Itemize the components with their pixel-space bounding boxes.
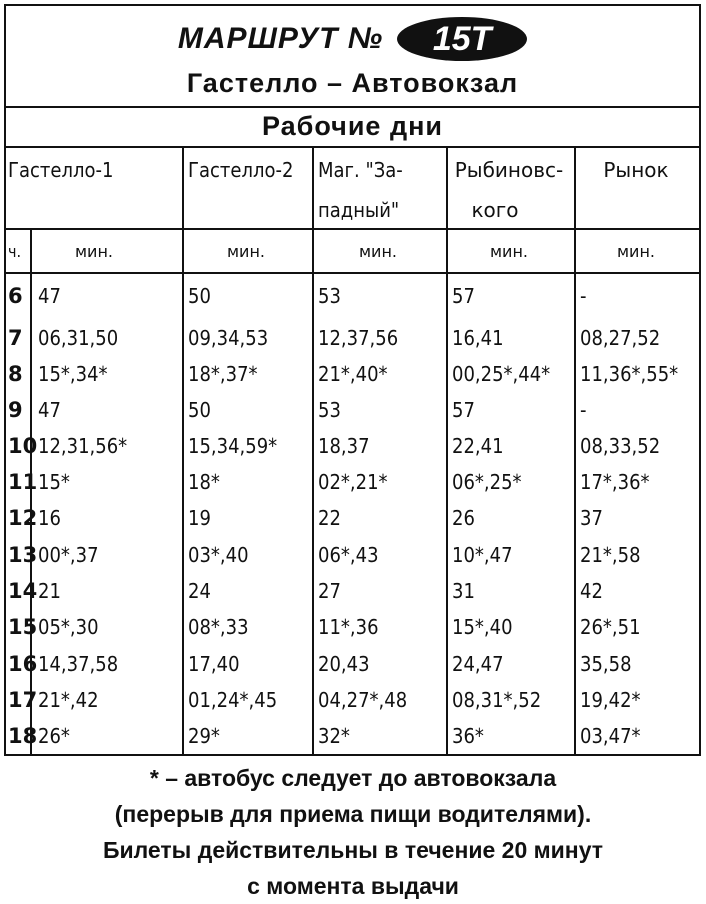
minutes-cell: 10*,47 — [452, 543, 513, 567]
minutes-cell: 21*,40* — [318, 362, 388, 386]
minutes-cell: 36* — [452, 724, 484, 748]
stop-name: Гастелло-2 — [188, 158, 294, 182]
divider — [6, 228, 699, 230]
hour-label: 8 — [8, 362, 23, 386]
divider — [6, 146, 699, 148]
hour-label: 16 — [8, 652, 38, 676]
route-number-badge: 15Т — [397, 17, 527, 61]
minutes-cell: 08,31*,52 — [452, 688, 542, 712]
route-direction: Гастелло – Автовокзал — [186, 68, 519, 98]
minutes-cell: 00,25*,44* — [452, 362, 551, 386]
footnote-line: * – автобус следует до автовокзала — [149, 765, 557, 791]
minutes-cell: 16,41 — [452, 326, 504, 350]
minutes-cell: 21*,42 — [38, 688, 99, 712]
column-divider — [446, 146, 448, 754]
minutes-cell: 08,27,52 — [580, 326, 661, 350]
minutes-cell: 21 — [38, 579, 61, 603]
minutes-cell: 15*,34* — [38, 362, 108, 386]
minutes-cell: - — [580, 284, 587, 308]
stop-name: Рыбиновс- — [454, 158, 564, 182]
minutes-cell: 09,34,53 — [188, 326, 269, 350]
hour-label: 13 — [8, 543, 38, 567]
hour-label: 7 — [8, 326, 23, 350]
minutes-cell: 20,43 — [318, 652, 370, 676]
minutes-cell: 24 — [188, 579, 211, 603]
title-row — [6, 14, 699, 64]
minutes-cell: 22 — [318, 506, 341, 530]
minute-header: мин. — [358, 242, 397, 261]
minutes-cell: 05*,30 — [38, 615, 99, 639]
minutes-cell: 26* — [38, 724, 70, 748]
minutes-cell: 53 — [318, 398, 341, 422]
minutes-cell: 18*,37* — [188, 362, 258, 386]
minutes-cell: 11,36*,55* — [580, 362, 679, 386]
minutes-cell: 02*,21* — [318, 470, 388, 494]
minutes-cell: 50 — [188, 284, 211, 308]
minutes-cell: 29* — [188, 724, 220, 748]
minutes-cell: 22,41 — [452, 434, 504, 458]
minutes-cell: 08*,33 — [188, 615, 249, 639]
minutes-cell: 06*,43 — [318, 543, 379, 567]
minutes-cell: 24,47 — [452, 652, 504, 676]
minutes-cell: 12,37,56 — [318, 326, 399, 350]
page-title: МАРШРУТ № — [177, 22, 384, 55]
minutes-cell: 21*,58 — [580, 543, 641, 567]
hour-label: 14 — [8, 579, 38, 603]
minutes-cell: 01,24*,45 — [188, 688, 278, 712]
timetable-frame — [4, 4, 701, 756]
minutes-cell: 50 — [188, 398, 211, 422]
minutes-cell: 19,42* — [580, 688, 641, 712]
minutes-cell: 47 — [38, 284, 61, 308]
stop-name-line2: кого — [471, 198, 519, 222]
minutes-cell: 17*,36* — [580, 470, 650, 494]
minutes-cell: - — [580, 398, 587, 422]
minutes-cell: 16 — [38, 506, 61, 530]
hour-label: 17 — [8, 688, 38, 712]
column-divider — [182, 146, 184, 754]
column-divider — [574, 146, 576, 754]
minutes-cell: 04,27*,48 — [318, 688, 408, 712]
hour-label: 15 — [8, 615, 38, 639]
hour-header: ч. — [8, 242, 22, 261]
minute-header: мин. — [226, 242, 265, 261]
minutes-cell: 03*,40 — [188, 543, 249, 567]
minutes-cell: 26 — [452, 506, 475, 530]
footnote-line: Билеты действительны в течение 20 минут — [102, 837, 604, 863]
stop-name: Гастелло-1 — [8, 158, 114, 182]
minutes-cell: 18* — [188, 470, 220, 494]
minutes-cell: 15* — [38, 470, 70, 494]
minutes-cell: 11*,36 — [318, 615, 379, 639]
footnote — [0, 760, 706, 904]
minutes-cell: 00*,37 — [38, 543, 99, 567]
minutes-cell: 08,33,52 — [580, 434, 661, 458]
divider — [6, 272, 699, 274]
divider — [6, 106, 699, 108]
stop-name: Маг. "За- — [318, 158, 403, 182]
minutes-cell: 31 — [452, 579, 475, 603]
minute-header: мин. — [489, 242, 528, 261]
hour-label: 9 — [8, 398, 23, 422]
hour-label: 11 — [8, 470, 38, 494]
day-type: Рабочие дни — [261, 111, 443, 141]
minutes-cell: 15*,40 — [452, 615, 513, 639]
minutes-cell: 14,37,58 — [38, 652, 119, 676]
minutes-cell: 19 — [188, 506, 211, 530]
hour-label: 6 — [8, 284, 23, 308]
hour-label: 12 — [8, 506, 38, 530]
minutes-cell: 27 — [318, 579, 341, 603]
minutes-cell: 06*,25* — [452, 470, 522, 494]
minutes-cell: 57 — [452, 284, 475, 308]
footnote-line: (перерыв для приема пищи водителями). — [114, 801, 592, 827]
minutes-cell: 18,37 — [318, 434, 370, 458]
stop-name: Рынок — [603, 158, 669, 182]
column-divider — [312, 146, 314, 754]
minutes-cell: 47 — [38, 398, 61, 422]
minute-header: мин. — [74, 242, 113, 261]
minutes-cell: 17,40 — [188, 652, 240, 676]
minutes-cell: 37 — [580, 506, 603, 530]
minutes-cell: 03,47* — [580, 724, 641, 748]
minute-header: мин. — [616, 242, 655, 261]
minutes-cell: 32* — [318, 724, 350, 748]
footnote-line: с момента выдачи — [247, 873, 459, 899]
minutes-cell: 26*,51 — [580, 615, 641, 639]
hour-label: 10 — [8, 434, 38, 458]
stop-name-line2: падный" — [318, 198, 400, 222]
minutes-cell: 57 — [452, 398, 475, 422]
minutes-cell: 35,58 — [580, 652, 632, 676]
minutes-cell: 15,34,59* — [188, 434, 278, 458]
minutes-cell: 53 — [318, 284, 341, 308]
minutes-cell: 12,31,56* — [38, 434, 128, 458]
hour-label: 18 — [8, 724, 38, 748]
minutes-cell: 06,31,50 — [38, 326, 119, 350]
minutes-cell: 42 — [580, 579, 603, 603]
